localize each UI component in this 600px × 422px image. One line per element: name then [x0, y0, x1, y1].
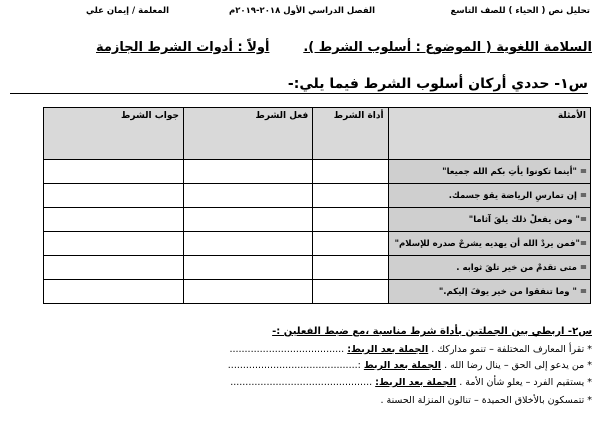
header-lesson-title: تحليل نص ( الحياء ) للصف التاسع — [450, 6, 590, 16]
answer-answer-cell[interactable] — [44, 280, 184, 304]
exercise-sentence: * من يدعو إلى الحق – ينال رضا الله . — [444, 360, 592, 371]
particle-answer-cell[interactable] — [313, 256, 388, 280]
example-cell: ="فمن يردْ الله أن يهديه يشرحْ صدره للإسلام" — [388, 232, 590, 256]
table-row — [44, 256, 591, 280]
particle-answer-cell[interactable] — [313, 160, 388, 184]
column-header-verb: فعل الشرط — [184, 108, 313, 160]
answer-answer-cell[interactable] — [44, 256, 184, 280]
answer-answer-cell[interactable] — [44, 184, 184, 208]
header-teacher: المعلمة / إيمان علي — [86, 6, 170, 16]
topic-heading: السلامة اللغوية ( الموضوع : أسلوب الشرط ). — [303, 40, 592, 55]
column-header-examples: الأمثلة — [388, 108, 590, 160]
after-linking-label: الجملة بعد الربط: — [347, 344, 429, 355]
verb-answer-cell[interactable] — [184, 208, 313, 232]
verb-answer-cell[interactable] — [184, 160, 313, 184]
header-term: الفصل الدراسي الأول ٢٠١٨-٢٠١٩م — [229, 6, 376, 16]
table-row — [44, 208, 591, 232]
conditional-analysis-table — [43, 107, 591, 304]
example-cell: = " وما تنفقوا من خير يوفَ إليكم." — [388, 280, 590, 304]
exercise-sentence: * تقرأ المعارف المختلفة – تنمو مداركك . — [431, 344, 592, 355]
example-cell: = "أينما تكونوا يأتِ بكم الله جميعا" — [388, 160, 590, 184]
example-cell: = متى تقدمْ من خير تلقَ ثوابه . — [388, 256, 590, 280]
verb-answer-cell[interactable] — [184, 184, 313, 208]
answer-answer-cell[interactable] — [44, 208, 184, 232]
table-row — [44, 280, 591, 304]
table-row — [44, 232, 591, 256]
question-1-title: س١- حددي أركان أسلوب الشرط فيما يلي:- — [10, 76, 588, 94]
particle-answer-cell[interactable] — [313, 184, 388, 208]
exercise-line — [229, 344, 592, 355]
particle-answer-cell[interactable] — [313, 232, 388, 256]
exercise-line — [380, 395, 592, 406]
answer-answer-cell[interactable] — [44, 232, 184, 256]
table-row — [44, 160, 591, 184]
after-linking-label: الجملة بعد الربط — [363, 360, 442, 371]
table-row — [44, 184, 591, 208]
answer-blank[interactable]: ...................................... — [229, 344, 345, 355]
verb-answer-cell[interactable] — [184, 280, 313, 304]
example-cell: =" ومن يفعلْ ذلك يلقَ آثاما" — [388, 208, 590, 232]
verb-answer-cell[interactable] — [184, 232, 313, 256]
particle-answer-cell[interactable] — [313, 208, 388, 232]
answer-blank[interactable]: :........................................... — [227, 360, 361, 371]
column-header-particle: أداة الشرط — [313, 108, 388, 160]
question-2-title: س٢- اربطي بين الجملتين بأداة شرط مناسبة ،مع ضبط الفعلين :- — [272, 326, 592, 337]
after-linking-label: الجملة بعد الربط: — [375, 377, 457, 388]
exercise-line — [228, 360, 592, 371]
exercise-sentence: * يستقيم الفرد – يعلو شأن الأمة . — [459, 377, 592, 388]
answer-blank[interactable]: ............................................... — [230, 377, 373, 388]
column-header-answer: جواب الشرط — [44, 108, 184, 160]
answer-answer-cell[interactable] — [44, 160, 184, 184]
verb-answer-cell[interactable] — [184, 256, 313, 280]
example-cell: = إن تمارسِ الرياضة يقوَ جسمك. — [388, 184, 590, 208]
exercise-line — [230, 377, 592, 388]
particle-answer-cell[interactable] — [313, 280, 388, 304]
exercise-sentence: * تتمسكون بالأخلاق الحميدة – تنالون المنزلة الحسنة . — [380, 395, 592, 406]
section-heading: أولاً : أدوات الشرط الجازمة — [96, 40, 270, 55]
